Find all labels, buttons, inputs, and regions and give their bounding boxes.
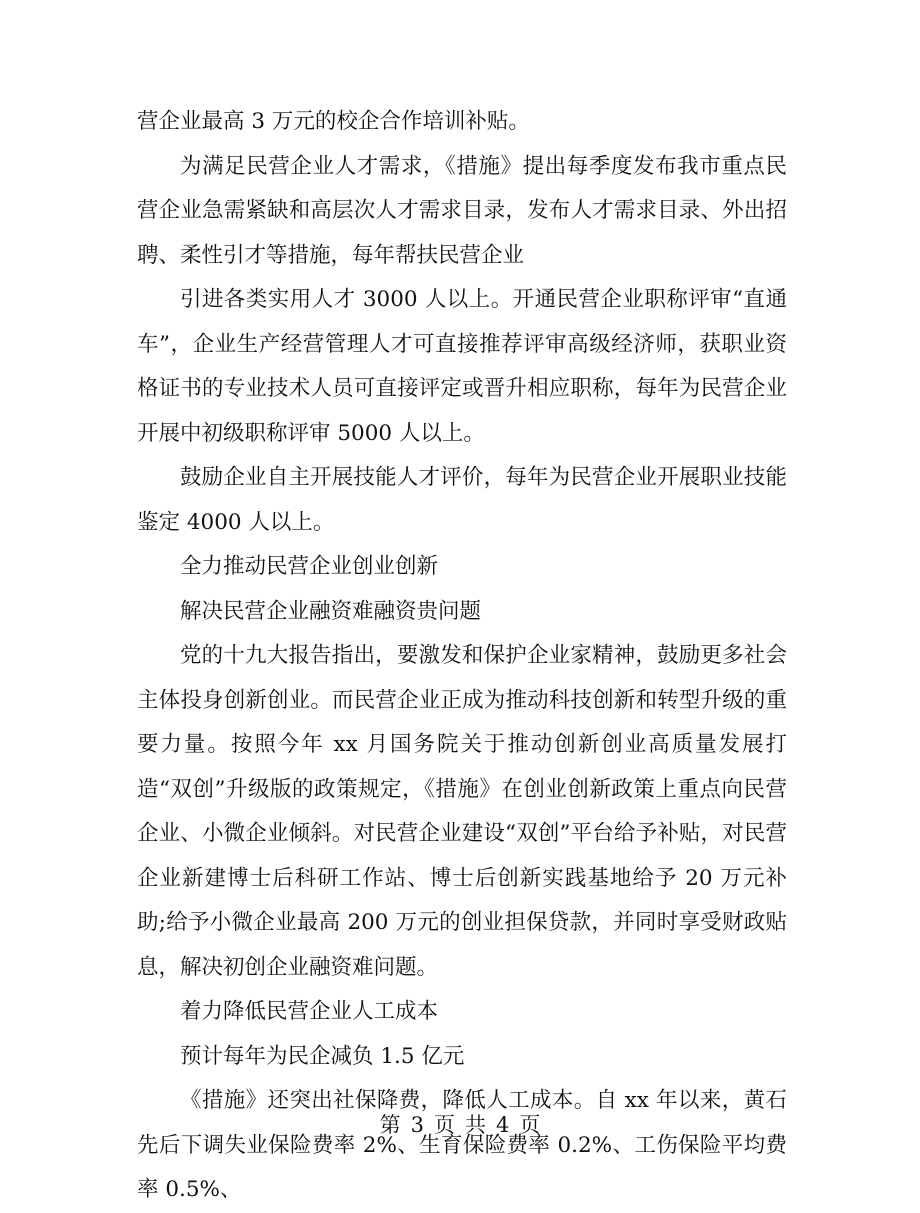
paragraph-2: 为满足民营企业人才需求，《措施》提出每季度发布我市重点民营企业急需紧缺和高层次人才需求目录，发布人才需求目录、外出招聘、柔性引才等措施，每年帮扶民营企业 (137, 153, 787, 268)
paragraph-3: 引进各类实用人才 3000 人以上。开通民营企业职称评审“直通车”，企业生产经营管理人才可直接推荐评审高级经济师，获职业资格证书的专业技术人员可直接评定或晋升相应职称，每年为民营企业开展中初级职称评审 5000 人以上。 (137, 287, 787, 446)
page-footer (0, 1110, 920, 1140)
paragraph-7: 党的十九大报告指出，要激发和保护企业家精神，鼓励更多社会主体投身创新创业。而民营企业正成为推动科技创新和转型升级的重要力量。按照今年 xx 月国务院关于推动创新创业高质量发展打造“双创”升级版的政策规定，《措施》在创业创新政策上重点向民营企业、小微企业倾斜。对民营企业建设“双创”平台给予补贴，对民营企业新建博士后科研工作站、博士后创新实践基地给予 20 万元补助;给予小微企业最高 200 万元的创业担保贷款，并同时享受财政贴息，解决初创企业融资难问题。 (137, 643, 787, 980)
section-subheading-financing: 解决民营企业融资难融资贵问题 (180, 598, 482, 624)
footer-total-label: 共 (465, 1113, 486, 1137)
section-heading-labor-cost: 着力降低民营企业人工成本 (180, 999, 439, 1024)
footer-total-pages: 4 (496, 1113, 510, 1137)
footer-page-word: 页 (434, 1113, 455, 1137)
section-subheading-burden-reduction: 预计每年为民企减负 1.5 亿元 (180, 1043, 465, 1069)
paragraph-4: 鼓励企业自主开展技能人才评价，每年为民营企业开展职业技能鉴定 4000 人以上。 (137, 465, 787, 535)
paragraph-10: 《措施》还突出社保降费，降低人工成本。自 xx 年以来，黄石先后下调失业保险费率 2%、生育保险费率 0.2%、工伤保险平均费率 0.5%、 (137, 1088, 787, 1202)
paragraph-1: 营企业最高 3 万元的校企合作培训补贴。 (137, 109, 530, 134)
footer-current-page: 3 (410, 1113, 424, 1137)
footer-suffix: 页 (519, 1113, 541, 1137)
footer-prefix: 第 (379, 1113, 401, 1137)
section-heading-startup-innovation: 全力推动民营企业创业创新 (180, 554, 439, 579)
document-body (137, 100, 787, 1213)
